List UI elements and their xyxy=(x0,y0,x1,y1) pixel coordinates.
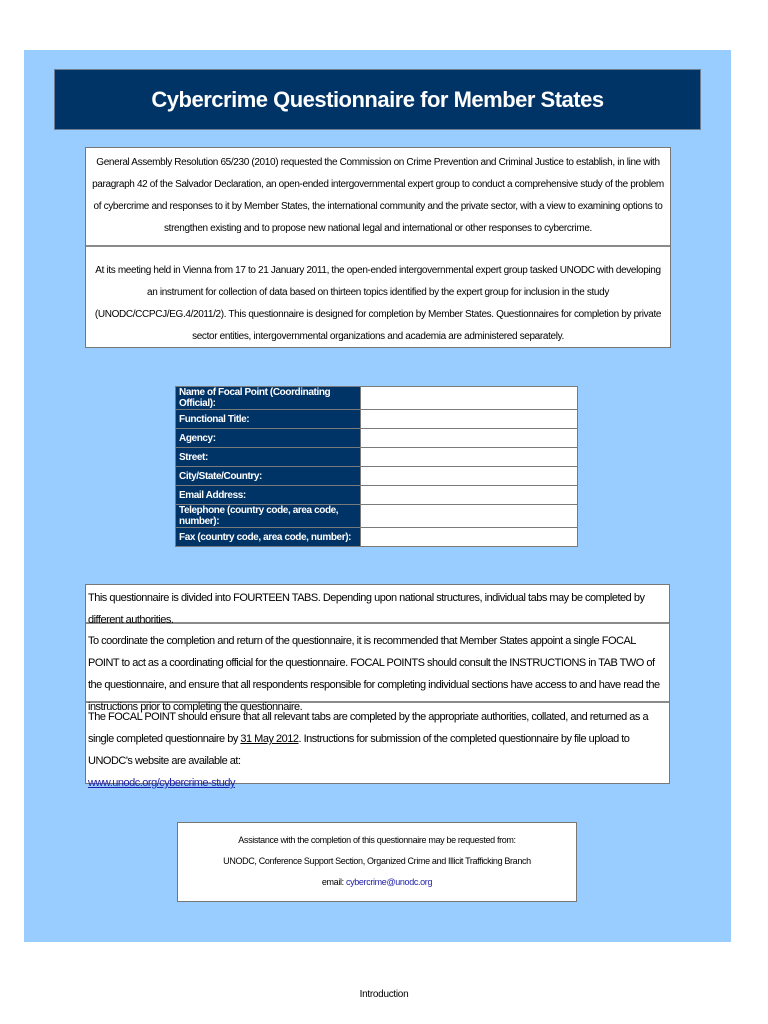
assistance-email-link[interactable]: cybercrime@unodc.org xyxy=(345,877,433,887)
submission-text-after: . Instructions for submission of the completed questionnaire by file upload to UNODC's website are available at: xyxy=(88,733,630,767)
worksheet-background xyxy=(24,50,731,942)
focal-point-paragraph: To coordinate the completion and return of the questionnaire, it is recommended that Member States appoint a single FOCAL POINT to act as a coordinating official for the questionnaire. FOCAL POINTS should consult the INSTRUCTIONS in TAB TWO of the questionnaire, and ensure that all respondents responsible for completing individual sections have access to and have read the instructions prior to completing the questionnaire. xyxy=(86,624,669,703)
contact-field-label: Telephone (country code, area code, number): xyxy=(176,505,361,528)
contact-field-label: Street: xyxy=(176,448,361,467)
contact-row xyxy=(176,429,578,448)
sheet-tab-name: Introduction xyxy=(359,989,409,1000)
contact-row xyxy=(176,448,578,467)
contact-field-label: Email Address: xyxy=(176,486,361,505)
contact-row xyxy=(176,410,578,429)
intro-paragraph-1: General Assembly Resolution 65/230 (2010) requested the Commission on Crime Prevention and Criminal Justice to establish, in line with paragraph 42 of the Salvador Declaration, an open-ended intergovernmental expert group to conduct a comprehensive study of the problem of cybercrime and responses to it by Member States, the international community and the private sector, with a view to examining options to strengthen existing and to propose new national legal and international or other responses to cybercrime. xyxy=(86,148,670,247)
instructions-box xyxy=(85,584,670,789)
cybercrime-study-link[interactable]: www.unodc.org/cybercrime-study xyxy=(88,777,236,789)
assistance-line-2: UNODC, Conference Support Section, Organized Crime and Illicit Trafficking Branch xyxy=(223,856,531,866)
focal-point-contact-table xyxy=(175,386,578,547)
contact-field-label: Functional Title: xyxy=(176,410,361,429)
contact-row xyxy=(176,467,578,486)
tabs-paragraph: This questionnaire is divided into FOURTEEN TABS. Depending upon national structures, individual tabs may be completed by different authorities. xyxy=(86,585,669,624)
intro-box xyxy=(85,147,671,348)
intro-paragraph-2: At its meeting held in Vienna from 17 to 21 January 2011, the open-ended intergovernmental expert group tasked UNODC with developing an instrument for collection of data based on thirteen topics identified by the expert group for inclusion in the study (UNODC/CCPCJ/EG.4/2011/2). This questionnaire is designed for completion by Member States. Questionnaires for completion by private sector entities, intergovernmental organizations and academia are administered separately. xyxy=(94,265,662,342)
contact-field-label: Fax (country code, area code, number): xyxy=(176,528,361,547)
contact-field-label: City/State/Country: xyxy=(176,467,361,486)
contact-field-input[interactable] xyxy=(361,410,578,429)
contact-field-label: Name of Focal Point (Coordinating Official): xyxy=(176,387,361,410)
contact-row xyxy=(176,528,578,547)
submission-paragraph xyxy=(86,703,669,794)
submission-text-before: The FOCAL POINT should ensure that all relevant tabs are completed by the appropriate authorities, collated, and returned as a single completed questionnaire by xyxy=(88,711,649,745)
contact-row xyxy=(176,505,578,528)
page-title xyxy=(54,69,701,130)
deadline-date: 31 May 2012 xyxy=(240,733,299,745)
contact-row xyxy=(176,486,578,505)
assistance-email-line xyxy=(178,872,576,893)
contact-field-input[interactable] xyxy=(361,505,578,528)
contact-field-input[interactable] xyxy=(361,429,578,448)
contact-field-input[interactable] xyxy=(361,387,578,410)
contact-field-input[interactable] xyxy=(361,528,578,547)
contact-field-input[interactable] xyxy=(361,486,578,505)
assistance-line-1: Assistance with the completion of this questionnaire may be requested from: xyxy=(238,835,516,845)
contact-field-label: Agency: xyxy=(176,429,361,448)
assistance-box xyxy=(177,822,577,902)
contact-field-input[interactable] xyxy=(361,467,578,486)
email-label: email: xyxy=(321,877,346,887)
page-title-text: Cybercrime Questionnaire for Member States xyxy=(151,86,604,112)
contact-row xyxy=(176,387,578,410)
contact-field-input[interactable] xyxy=(361,448,578,467)
